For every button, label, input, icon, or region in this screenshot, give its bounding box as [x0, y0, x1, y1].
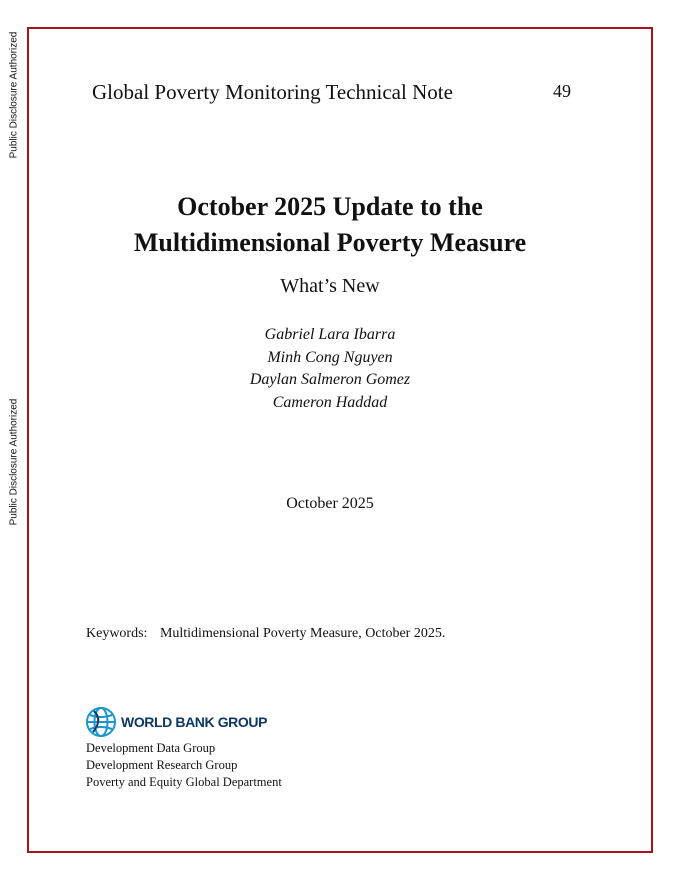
- department-name: Development Data Group: [86, 741, 216, 755]
- keywords: [86, 625, 445, 643]
- globe-icon: [85, 706, 117, 738]
- subtitle: What’s New: [280, 275, 380, 297]
- series-number: 49: [553, 81, 571, 101]
- department-name: Poverty and Equity Global Department: [86, 775, 282, 789]
- department-list: [86, 740, 282, 791]
- logo-text: WORLD BANK GROUP: [121, 714, 268, 730]
- disclosure-stamp-top: Public Disclosure Authorized: [8, 31, 20, 159]
- disclosure-stamp-middle: Public Disclosure Authorized: [8, 398, 20, 526]
- author-name: Daylan Salmeron Gomez: [249, 371, 411, 388]
- author-name: Gabriel Lara Ibarra: [264, 326, 396, 343]
- world-bank-logo: [85, 705, 267, 739]
- publication-date: October 2025: [286, 495, 374, 512]
- keywords-value: Multidimensional Poverty Measure, October 2025.: [159, 626, 446, 641]
- title-line-2: Multidimensional Poverty Measure: [133, 228, 527, 257]
- department-name: Development Research Group: [86, 758, 238, 772]
- title-line-1: October 2025 Update to the: [177, 192, 483, 221]
- author-name: Cameron Haddad: [272, 393, 388, 411]
- author-name: Minh Cong Nguyen: [267, 348, 393, 366]
- author-list: [80, 324, 580, 414]
- keywords-label: Keywords:: [86, 626, 148, 641]
- series-title: Global Poverty Monitoring Technical Note: [92, 80, 453, 104]
